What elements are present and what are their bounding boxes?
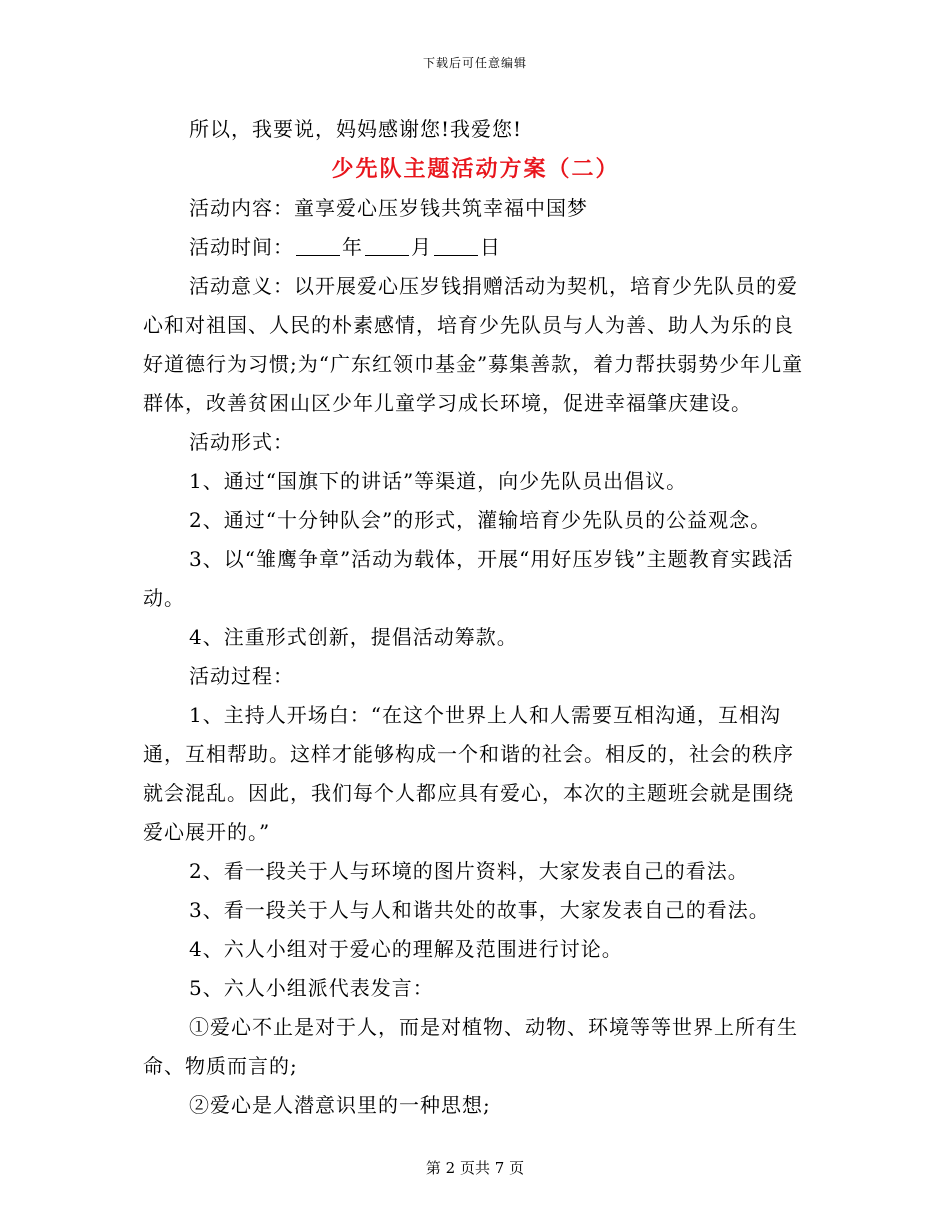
form-item: 2、通过“十分钟队会”的形式，灌输培育少先队员的公益观念。: [189, 508, 772, 532]
time-label: 活动时间：: [189, 235, 294, 259]
form-item: 4、注重形式创新，提倡活动筹款。: [189, 625, 518, 649]
time-month: 月: [411, 235, 432, 259]
activity-time-line: [143, 228, 808, 267]
circle-list-item: ①爱心不止是对于人，而是对植物、动物、环境等等世界上所有生命、物质而言的;: [143, 1015, 798, 1078]
document-body: [143, 110, 808, 1125]
form-item: 1、通过“国旗下的讲话”等渠道，向少先队员出倡议。: [189, 469, 688, 493]
activity-content-line: 活动内容：童享爱心压岁钱共筑幸福中国梦: [189, 196, 588, 220]
time-day: 日: [480, 235, 501, 259]
day-blank: [434, 235, 478, 256]
page-header-note: 下载后可任意编辑: [422, 56, 527, 70]
month-blank: [365, 235, 409, 256]
process-item: 3、看一段关于人与人和谐共处的故事，大家发表自己的看法。: [189, 898, 770, 922]
opening-line: 所以，我要说，妈妈感谢您!我爱您!: [189, 117, 523, 141]
activity-meaning-paragraph: 活动意义：以开展爱心压岁钱捐赠活动为契机，培育少先队员的爱心和对祖国、人民的朴素感情，培育少先队员与人为善、助人为乐的良好道德行为习惯;为“广东红领巾基金”募集善款，着力帮扶弱势少年儿童群体，改善贫困山区少年儿童学习成长环境，促进幸福肇庆建设。: [143, 274, 804, 415]
form-heading: 活动形式：: [189, 430, 294, 454]
form-item: 3、以“雏鹰争章”活动为载体，开展“用好压岁钱”主题教育实践活动。: [143, 547, 794, 610]
process-heading: 活动过程：: [189, 664, 294, 688]
circle-list-item: ②爱心是人潜意识里的一种思想;: [189, 1093, 491, 1117]
process-item: 4、六人小组对于爱心的理解及范围进行讨论。: [189, 937, 623, 961]
process-item: 5、六人小组派代表发言：: [189, 976, 434, 1000]
year-blank: [296, 235, 340, 256]
time-year: 年: [342, 235, 363, 259]
document-title: 少先队主题活动方案（二）: [331, 156, 620, 182]
process-item: 1、主持人开场白：“在这个世界上人和人需要互相沟通，互相沟通，互相帮助。这样才能够构成一个和谐的社会。相反的，社会的秩序就会混乱。因此，我们每个人都应具有爱心，本次的主题班会就是围绕爱心展开的。”: [143, 703, 794, 844]
process-item: 2、看一段关于人与环境的图片资料，大家发表自己的看法。: [189, 859, 749, 883]
page-footer-number: 第 2 页共 7 页: [425, 1159, 525, 1177]
